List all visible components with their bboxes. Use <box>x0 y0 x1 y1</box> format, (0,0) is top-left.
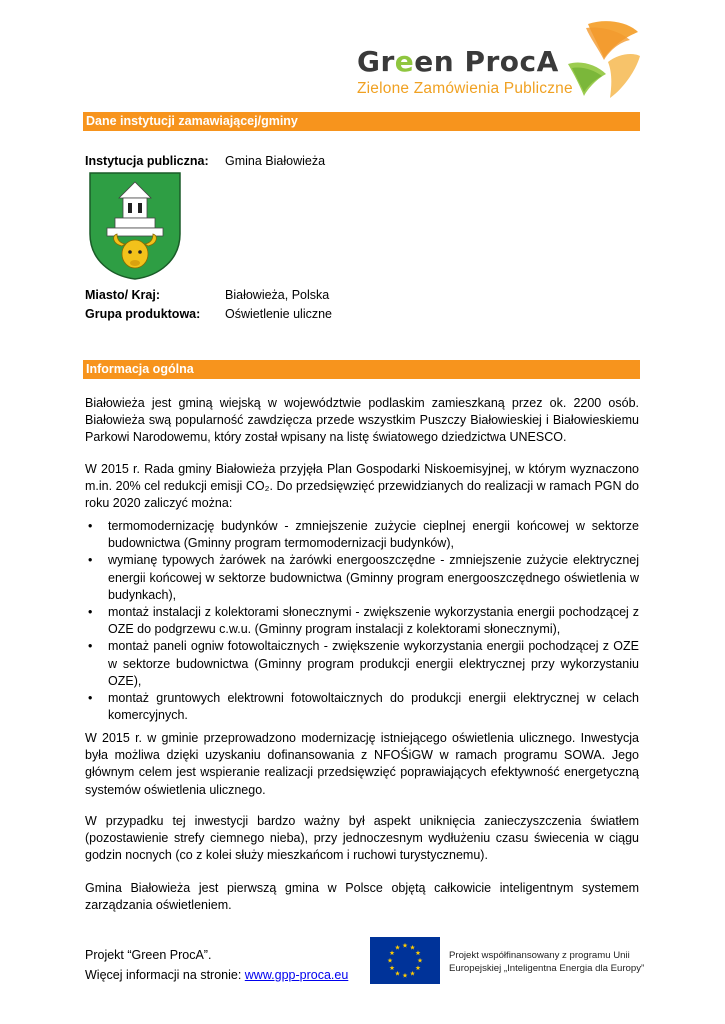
footer-project-name: Projekt “Green ProcA”. <box>85 948 212 962</box>
product-group-value: Oświetlenie uliczne <box>225 307 332 321</box>
eu-funding-line-2: Europejskiej „Inteligentna Energia dla Europy” <box>449 962 645 974</box>
list-item: • montaż paneli ogniw fotowoltaicznych - zwiększenie wykorzystania energii pochodzącej z OZE w sektorze budownictwa (Gminny program produkcji energii elektrycznej przy wykorzystaniu OZE), <box>88 639 639 688</box>
institution-label: Instytucja publiczna: <box>85 154 209 168</box>
list-item: • montaż instalacji z kolektorami słonecznymi - zwiększenie wykorzystania energii pochodzącej z OZE do podgrzewu c.w.u. (Gminny program instalacji z kolektorami słonecznymi), <box>88 605 639 637</box>
city-value: Białowieża, Polska <box>225 288 330 302</box>
list-item: • montaż gruntowych elektrowni fotowoltaicznych do produkcji energii elektrycznej w celach komercyjnych. <box>88 691 639 723</box>
eu-flag-icon <box>370 937 440 984</box>
paragraph-smart-lighting: Gmina Białowieża jest pierwszą gmina w Polsce objętą całkowicie inteligentnym systemem zarządzania oświetleniem. <box>85 881 639 913</box>
project-website-link[interactable]: www.gpp-proca.eu <box>244 968 349 982</box>
eu-funding-line-1: Projekt współfinansowany z programu Unii <box>449 950 630 961</box>
bialowieza-coat-of-arms-icon <box>89 172 181 280</box>
footer-project-info <box>85 945 348 985</box>
paragraph-modernization: W 2015 r. w gminie przeprowadzono modernizację istniejącego oświetlenia ulicznego. Inwestycja była możliwa dzięki uzyskaniu dofinansowania z NFOŚiGW w ramach programu SOWA. Jego głównym celem jest wspieranie realizacji przedsięwzięć poprawiających efektywność energetyczną systemów oświetlenia ulicznego. <box>85 731 639 797</box>
logo-title: Green ProcA <box>357 45 559 78</box>
product-group-label: Grupa produktowa: <box>85 307 201 321</box>
paragraph-pgn: W 2015 r. Rada gminy Białowieża przyjęła Plan Gospodarki Niskoemisyjnej, w którym wyznaczono m.in. 20% cel redukcji emisji CO₂. Do przedsięwzięć przewidzianych do realizacji w ramach PGN do roku 2020 zaliczyć można: <box>85 462 639 511</box>
paragraph-intro: Białowieża jest gminą wiejską w województwie podlaskim zamieszkaną przez ok. 2200 osób. Białowieża swą popularność zawdzięcza przede wszystkim Puszczy Białowieskiej i Białowieskiemu Parkowi Narodowemu, który został wpisany na listę światowego dziedzictwa UNESCO. <box>85 396 639 445</box>
section-header-institution: Dane instytucji zamawiającej/gminy <box>83 112 640 131</box>
eu-funding-note <box>449 950 644 975</box>
city-label: Miasto/ Kraj: <box>85 288 161 302</box>
section-header-general-info: Informacja ogólna <box>83 360 640 379</box>
list-item: • wymianę typowych żarówek na żarówki energooszczędne - zmniejszenie zużycie elektrycznej energii końcowej w sektorze budownictwa (Gminny program energooszczędnego oświetlenia w budynkach), <box>88 553 639 602</box>
paragraph-light-pollution: W przypadku tej inwestycji bardzo ważny był aspekt uniknięcia zanieczyszczenia światłem (pozostawienie strefy ciemnego nieba), przy jednoczesnym wydłużeniu czasu świecenia w ciągu godzin nocnych (co z kolei służy mieszkańcom i ruchowi turystycznemu). <box>85 814 639 863</box>
gpp-logo-text <box>357 47 573 98</box>
footer-more-info: Więcej informacji na stronie: www.gpp-proca.eu <box>85 968 349 982</box>
logo-subtitle: Zielone Zamówienia Publiczne <box>357 80 573 97</box>
pgn-measures-list <box>85 518 639 724</box>
list-item: • termomodernizację budynków - zmniejszenie zużycie cieplnej energii końcowej w sektorze budownictwa (Gminny program termomodernizacji budynków), <box>88 519 639 551</box>
institution-value: Gmina Białowieża <box>225 154 326 168</box>
green-proca-logo-icon <box>566 18 642 102</box>
